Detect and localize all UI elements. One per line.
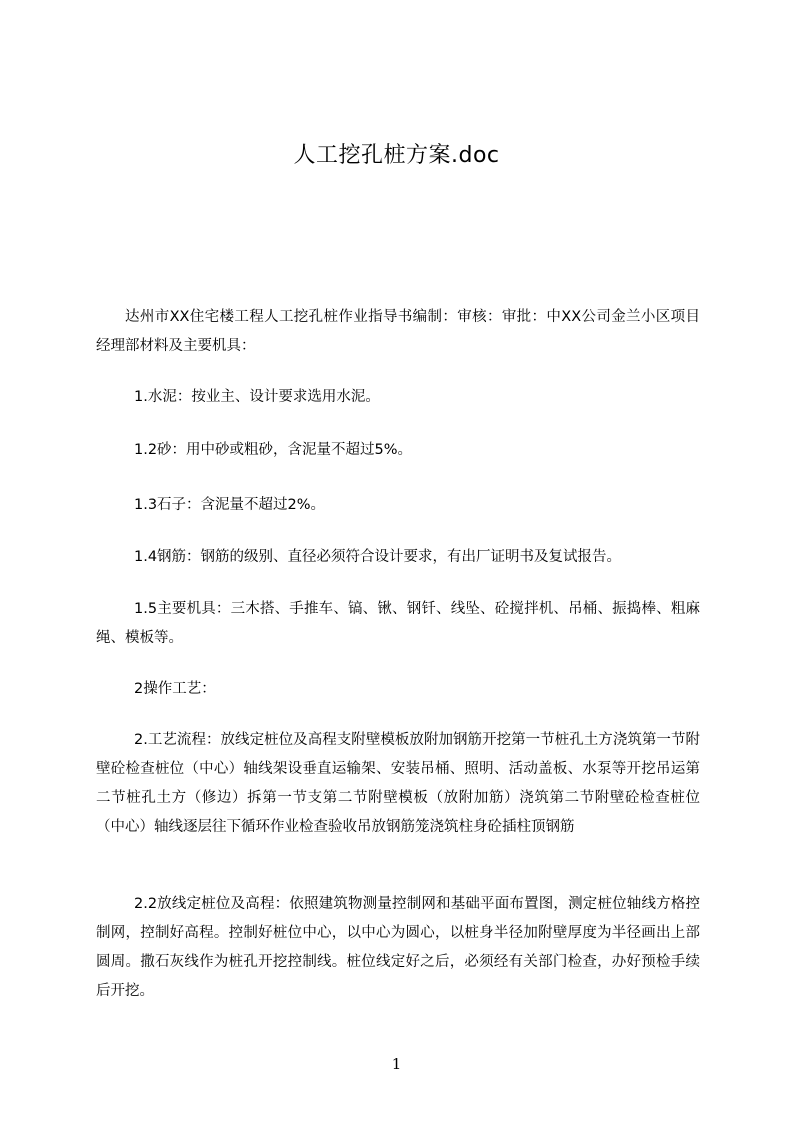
document-title: 人工挖孔桩方案.doc <box>293 143 500 168</box>
section-heading-operation: 2操作工艺： <box>134 680 216 697</box>
paragraph-process-flow: 2.工艺流程：放线定桩位及高程支附壁模板放附加钢筋开挖第一节桩孔土方浇筑第一节附壁砼检查桩位（中心）轴线架设垂直运输架、安装吊桶、照明、活动盖板、水泵等开挖吊运第二节桩孔土方（修边）拆第一节支第二节附壁模板（放附加筋）浇筑第二节附壁砼检查桩位（中心）轴线逐层往下循环作业检查验收吊放钢筋笼浇筑柱身砼插柱顶钢筋 <box>96 731 700 835</box>
paragraph-sand: 1.2砂：用中砂或粗砂，含泥量不超过5%。 <box>134 441 413 458</box>
paragraph-layout-positioning: 2.2放线定桩位及高程：依照建筑物测量控制网和基础平面布置图，测定桩位轴线方格控制网，控制好高程。控制好桩位中心，以中心为圆心，以桩身半径加附壁厚度为半径画出上部圆周。撒石灰线作为桩孔开挖控制线。桩位线定好之后，必须经有关部门检查，办好预检手续后开挖。 <box>96 895 700 999</box>
paragraph-machinery: 1.5主要机具：三木搭、手推车、镐、锹、钢钎、线坠、砼搅拌机、吊桶、振捣棒、粗麻绳、模板等。 <box>96 600 700 646</box>
paragraph-rebar: 1.4钢筋：钢筋的级别、直径必须符合设计要求，有出厂证明书及复试报告。 <box>134 548 622 565</box>
paragraph-cement: 1.水泥：按业主、设计要求选用水泥。 <box>134 388 380 405</box>
paragraph-stone: 1.3石子：含泥量不超过2%。 <box>134 496 326 513</box>
paragraph-intro: 达州市XX住宅楼工程人工挖孔桩作业指导书编制：审核：审批：中XX公司金兰小区项目经理部材料及主要机具： <box>96 308 700 354</box>
page-number: 1 <box>391 1055 402 1073</box>
